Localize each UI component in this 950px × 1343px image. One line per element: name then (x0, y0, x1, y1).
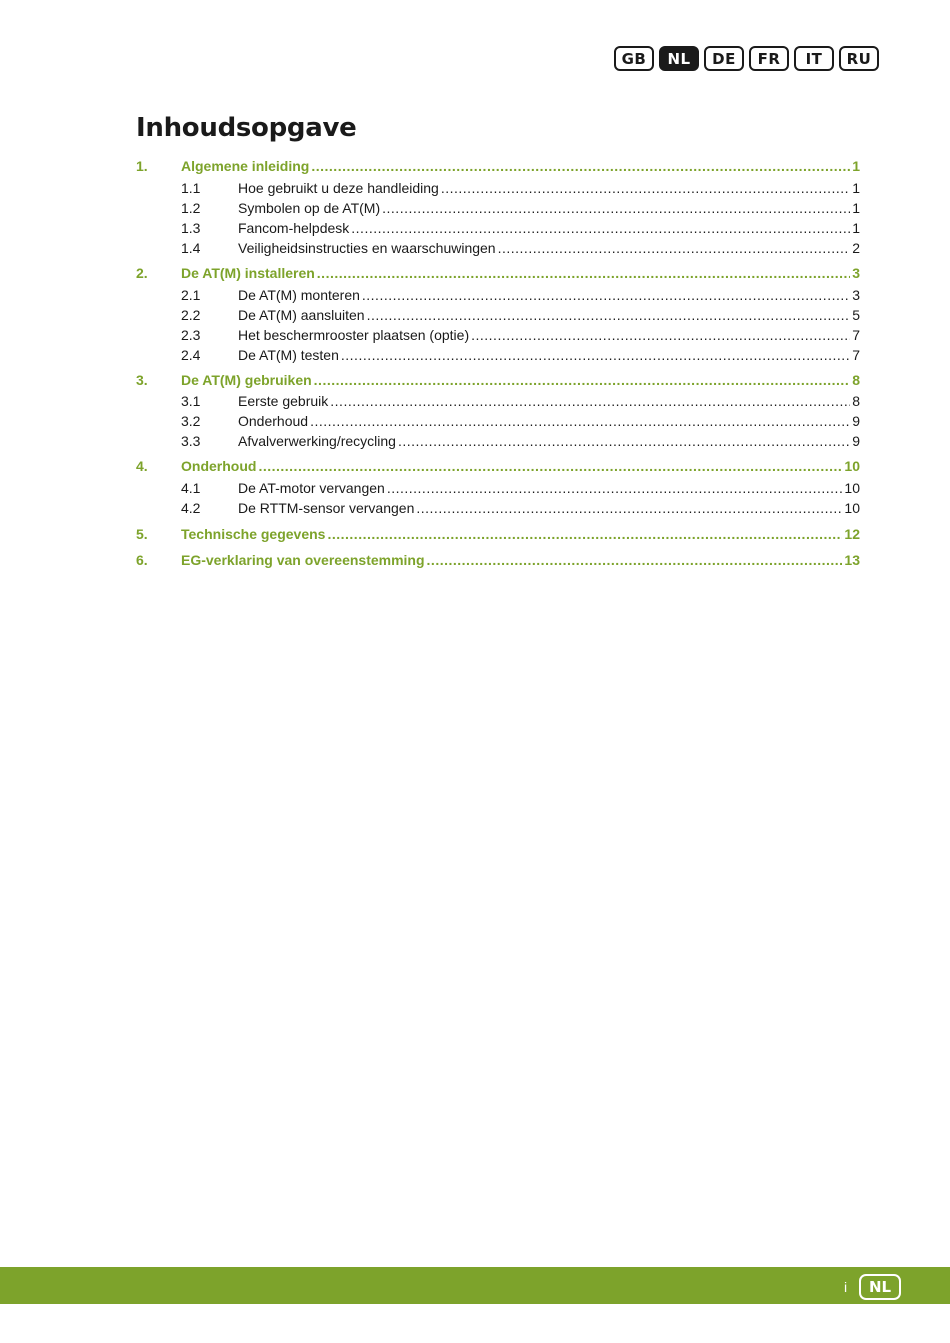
toc-dot-leader (330, 392, 850, 410)
toc-entry-page: 9 (852, 413, 860, 429)
toc-entry-label: Veiligheidsinstructies en waarschuwingen (238, 240, 496, 256)
toc-section-row[interactable] (136, 392, 860, 410)
toc-dot-leader (387, 479, 843, 497)
toc-entry-label: De AT-motor vervangen (238, 480, 385, 496)
toc-dot-leader (362, 286, 850, 304)
toc-entry-page: 1 (852, 180, 860, 196)
toc-entry-page: 3 (852, 265, 860, 281)
toc-entry-page: 1 (852, 200, 860, 216)
toc-entry-page: 9 (852, 433, 860, 449)
toc-entry-label: Het beschermrooster plaatsen (optie) (238, 327, 470, 343)
toc-dot-leader (441, 179, 850, 197)
toc-chapter-row[interactable] (136, 457, 860, 475)
toc-entry-number: 1.3 (181, 220, 201, 236)
toc-entry-page: 7 (852, 347, 860, 363)
toc-section-row[interactable] (136, 412, 860, 430)
toc-dot-leader (367, 306, 851, 324)
toc-entry-page: 10 (844, 458, 860, 474)
toc-section-row[interactable] (136, 286, 860, 304)
toc-entry-label: Onderhoud (181, 458, 257, 474)
language-tab-nl[interactable]: NL (659, 46, 699, 71)
toc-dot-leader (314, 371, 851, 389)
toc-entry-number: 3. (136, 372, 148, 388)
toc-section-row[interactable] (136, 219, 860, 237)
toc-entry-number: 1. (136, 158, 148, 174)
toc-entry-number: 3.3 (181, 433, 201, 449)
toc-entry-number: 1.1 (181, 180, 201, 196)
language-tab-ru[interactable]: RU (839, 46, 879, 71)
toc-dot-leader (471, 326, 850, 344)
toc-entry-label: Onderhoud (238, 413, 309, 429)
toc-entry-number: 1.4 (181, 240, 201, 256)
toc-entry-page: 12 (844, 526, 860, 542)
toc-dot-leader (311, 157, 850, 175)
toc-dot-leader (416, 499, 842, 517)
toc-section-row[interactable] (136, 432, 860, 450)
language-tab-it[interactable]: IT (794, 46, 834, 71)
toc-dot-leader (341, 346, 850, 364)
toc-entry-number: 6. (136, 552, 148, 568)
toc-section-row[interactable] (136, 179, 860, 197)
toc-entry-number: 5. (136, 526, 148, 542)
toc-chapter-row[interactable] (136, 157, 860, 175)
language-tab-gb[interactable]: GB (614, 46, 654, 71)
toc-entry-page: 8 (852, 393, 860, 409)
toc-entry-number: 2.1 (181, 287, 201, 303)
toc-entry-page: 1 (852, 158, 860, 174)
toc-dot-leader (382, 199, 850, 217)
toc-entry-page: 13 (844, 552, 860, 568)
toc-entry-page: 8 (852, 372, 860, 388)
toc-entry-number: 3.2 (181, 413, 201, 429)
toc-entry-label: De AT(M) monteren (238, 287, 360, 303)
toc-entry-number: 4.2 (181, 500, 201, 516)
toc-entry-label: De AT(M) installeren (181, 265, 315, 281)
page-title: Inhoudsopgave (136, 113, 357, 143)
toc-entry-label: De AT(M) testen (238, 347, 339, 363)
footer-bar (0, 1267, 950, 1304)
toc-entry-page: 2 (852, 240, 860, 256)
toc-section-row[interactable] (136, 499, 860, 517)
language-tab-de[interactable]: DE (704, 46, 744, 71)
toc-entry-label: Algemene inleiding (181, 158, 310, 174)
toc-section-row[interactable] (136, 199, 860, 217)
toc-dot-leader (398, 432, 850, 450)
toc-entry-label: Eerste gebruik (238, 393, 329, 409)
toc-entry-number: 2.2 (181, 307, 201, 323)
toc-entry-number: 4. (136, 458, 148, 474)
toc-entry-label: EG-verklaring van overeenstemming (181, 552, 425, 568)
toc-section-row[interactable] (136, 306, 860, 324)
toc-entry-label: Technische gegevens (181, 526, 326, 542)
toc-chapter-row[interactable] (136, 371, 860, 389)
toc-section-row[interactable] (136, 479, 860, 497)
language-tab-fr[interactable]: FR (749, 46, 789, 71)
toc-entry-number: 2.4 (181, 347, 201, 363)
toc-entry-label: De RTTM-sensor vervangen (238, 500, 415, 516)
toc-dot-leader (327, 525, 842, 543)
toc-dot-leader (317, 264, 850, 282)
toc-entry-page: 5 (852, 307, 860, 323)
toc-entry-number: 4.1 (181, 480, 201, 496)
toc-entry-label: Symbolen op de AT(M) (238, 200, 381, 216)
toc-entry-page: 7 (852, 327, 860, 343)
toc-chapter-row[interactable] (136, 525, 860, 543)
toc-entry-page: 10 (844, 500, 860, 516)
footer-language-badge: NL (859, 1274, 901, 1300)
toc-dot-leader (427, 551, 843, 569)
toc-entry-number: 3.1 (181, 393, 201, 409)
toc-section-row[interactable] (136, 346, 860, 364)
footer-page-number: i (844, 1279, 848, 1295)
toc-chapter-row[interactable] (136, 551, 860, 569)
toc-entry-page: 10 (844, 480, 860, 496)
toc-section-row[interactable] (136, 326, 860, 344)
toc-chapter-row[interactable] (136, 264, 860, 282)
toc-entry-label: Hoe gebruikt u deze handleiding (238, 180, 439, 196)
toc-entry-number: 1.2 (181, 200, 201, 216)
toc-dot-leader (498, 239, 851, 257)
toc-section-row[interactable] (136, 239, 860, 257)
toc-entry-number: 2.3 (181, 327, 201, 343)
toc-entry-label: Afvalverwerking/recycling (238, 433, 396, 449)
toc-entry-number: 2. (136, 265, 148, 281)
toc-dot-leader (310, 412, 850, 430)
toc-entry-page: 1 (852, 220, 860, 236)
toc-entry-page: 3 (852, 287, 860, 303)
language-tabs (614, 46, 879, 71)
toc-entry-label: De AT(M) gebruiken (181, 372, 312, 388)
toc-dot-leader (351, 219, 850, 237)
toc-entry-label: Fancom-helpdesk (238, 220, 350, 236)
toc-entry-label: De AT(M) aansluiten (238, 307, 365, 323)
toc-dot-leader (258, 457, 842, 475)
